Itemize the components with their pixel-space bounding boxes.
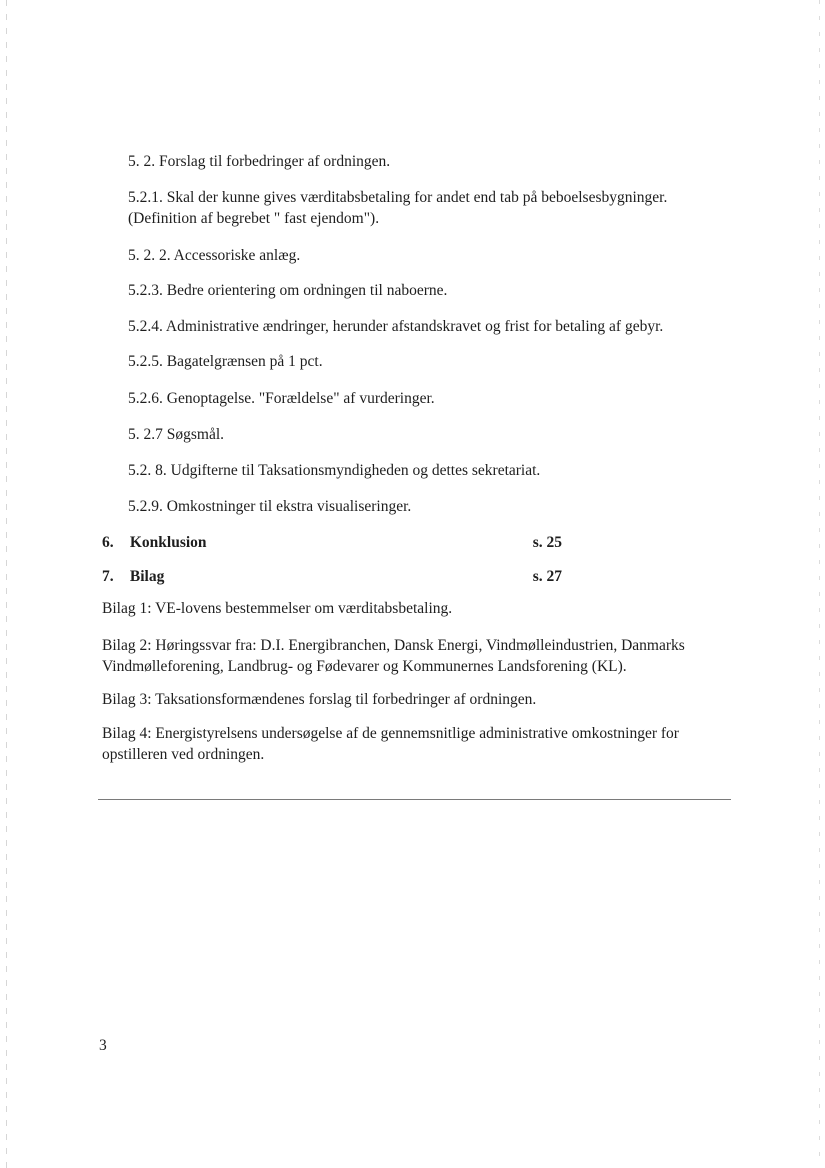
toc-entry-5-2-5: 5.2.5. Bagatelgrænsen på 1 pct. <box>128 353 323 370</box>
toc-section-6 <box>102 533 562 553</box>
toc-entry-5-2-7: 5. 2.7 Søgsmål. <box>128 426 225 443</box>
toc-entry-5-2-4: 5.2.4. Administrative ændringer, herunder afstandskravet og frist for betaling af gebyr. <box>128 318 664 335</box>
appendix-4-continued: opstilleren ved ordningen. <box>102 746 265 763</box>
appendix-4: Bilag 4: Energistyrelsens undersøgelse af de gennemsnitlige administrative omkostninger for <box>102 725 679 742</box>
toc-entry-5-2-1: 5.2.1. Skal der kunne gives værditabsbetaling for andet end tab på beboelsesbygninger. <box>128 189 668 206</box>
toc-entry-5-2-1-continued: (Definition af begrebet " fast ejendom"). <box>128 210 380 227</box>
section-number: 6. <box>102 534 114 551</box>
toc-entry-5-2-8: 5.2. 8. Udgifterne til Taksationsmyndigheden og dettes sekretariat. <box>128 462 541 479</box>
scan-edge-left <box>6 0 7 1168</box>
appendix-2-continued: Vindmølleforening, Landbrug- og Fødevarer og Kommunernes Landsforening (KL). <box>102 658 627 675</box>
horizontal-rule <box>98 799 731 800</box>
section-page-ref: s. 25 <box>532 534 562 551</box>
toc-entry-5-2-6: 5.2.6. Genoptagelse. "Forældelse" af vurderinger. <box>128 390 435 407</box>
scan-edge-right <box>819 0 820 1168</box>
appendix-3: Bilag 3: Taksationsformændenes forslag til forbedringer af ordningen. <box>102 691 537 708</box>
toc-section-7 <box>102 567 562 587</box>
appendix-2: Bilag 2: Høringssvar fra: D.I. Energibranchen, Dansk Energi, Vindmølleindustrien, Danmarks <box>102 637 685 654</box>
toc-entry-5-2-9: 5.2.9. Omkostninger til ekstra visualiseringer. <box>128 498 412 515</box>
section-title: Konklusion <box>129 534 207 551</box>
toc-entry-5-2-2: 5. 2. 2. Accessoriske anlæg. <box>128 247 301 264</box>
toc-entry-5-2-3: 5.2.3. Bedre orientering om ordningen til naboerne. <box>128 282 448 299</box>
section-page-ref: s. 27 <box>532 568 562 585</box>
page-number: 3 <box>99 1037 107 1054</box>
section-number: 7. <box>102 568 114 585</box>
section-title: Bilag <box>129 568 165 585</box>
toc-entry-5-2: 5. 2. Forslag til forbedringer af ordningen. <box>128 153 391 170</box>
appendix-1: Bilag 1: VE-lovens bestemmelser om værditabsbetaling. <box>102 600 453 617</box>
